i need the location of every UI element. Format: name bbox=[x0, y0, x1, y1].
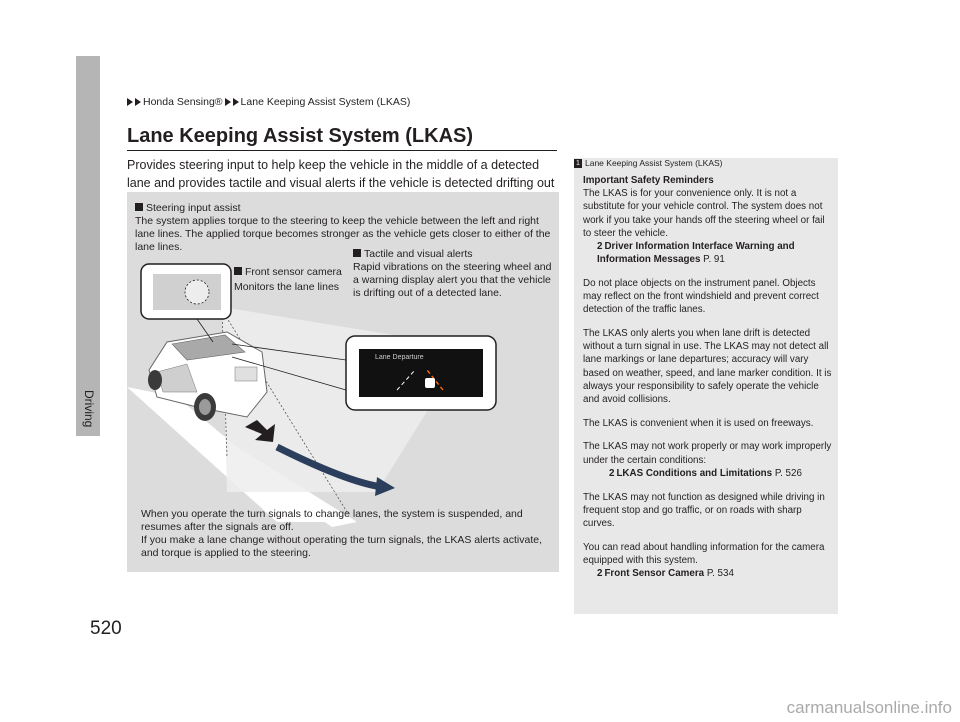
page-title: Lane Keeping Assist System (LKAS) bbox=[127, 125, 474, 147]
sidebar-heading: 1 Lane Keeping Assist System (LKAS) bbox=[574, 158, 723, 168]
note-number-icon: 1 bbox=[574, 159, 582, 168]
sidebar-body: Important Safety Reminders The LKAS is for your convenience only. It is not a substitute for your vehicle control. The system does not work if you take your hands off the steering wheel or fail to steer the vehicle. 2 Driver Information Interface Warning and Information Messages P. 91 Do not place objects on the instrument panel. Objects may reflect on the front windshield and prevent correct detection of the traffic lanes. The LKAS only alerts you when lane drift is detected without a turn signal in use. The LKAS may not detect all lane markings or lane departures; accuracy will vary based on weather, speed, and lane marker condition. It is always your responsibility to safely operate the vehicle and avoid collisions. The LKAS is convenient when it is used on freeways. The LKAS may not work properly or may work improperly under the certain conditions: 2 LKAS Conditions and Limitations P. 526 The LKAS may not function as designed while driving in frequent stop and go traffic, or on roads with sharp curves. You can read about handling information for the camera equipped with this system. 2 Front Sensor Camera P. 534 bbox=[583, 175, 832, 580]
bullet-icon bbox=[234, 267, 242, 275]
bottom-note-2: If you make a lane change without operating the turn signals, the LKAS alerts activate, and torque is applied to the steering. bbox=[141, 534, 542, 559]
camera-label: Front sensor camera Monitors the lane lines bbox=[234, 266, 342, 293]
xref-front-sensor-camera[interactable]: 2 Front Sensor Camera P. 534 bbox=[597, 568, 734, 580]
breadcrumb-item[interactable]: Lane Keeping Assist System (LKAS) bbox=[240, 96, 411, 108]
breadcrumb bbox=[127, 96, 410, 108]
sidebar-paragraph: The LKAS is convenient when it is used on freeways. bbox=[583, 417, 814, 429]
breadcrumb-arrow-icon bbox=[225, 98, 231, 106]
camera-icon bbox=[185, 280, 209, 304]
sidebar-paragraph: Do not place objects on the instrument panel. Objects may reflect on the front windshield and prevent correct detection of the traffic lanes. bbox=[583, 277, 819, 316]
steering-assist-label: Steering input assist The system applies torque to the steering to keep the vehicle between the left and right lane lines. The applied torque becomes stronger as the vehicle gets closer to either of the lane lines. bbox=[135, 202, 551, 253]
important-title: Important Safety Reminders bbox=[583, 175, 714, 186]
xref-driver-info[interactable]: 2 Driver Information Interface Warning and Information Messages P. 91 bbox=[597, 241, 795, 266]
bullet-icon bbox=[135, 203, 143, 211]
bullet-icon bbox=[353, 249, 361, 257]
sidebar-paragraph: The LKAS only alerts you when lane drift is detected without a turn signal in use. The LKAS may not detect all lane markings or lane departures; accuracy will vary based on weather, speed, and lane marker condition. It is always your responsibility to safely operate the vehicle and avoid collisions. bbox=[583, 328, 832, 406]
breadcrumb-arrow-icon bbox=[127, 98, 133, 106]
sidebar-paragraph: The LKAS may not function as designed while driving in frequent stop and go traffic, or on roads with sharp curves. bbox=[583, 491, 825, 529]
lkas-illustration bbox=[127, 192, 559, 572]
display-label: Lane Departure bbox=[375, 354, 424, 361]
bottom-note-1: When you operate the turn signals to change lanes, the system is suspended, and resumes after the signals are off. bbox=[141, 508, 523, 533]
watermark: carmanualsonline.info bbox=[786, 698, 952, 717]
tactile-alert-label: Tactile and visual alerts Rapid vibrations on the steering wheel and a warning display alert you that the vehicle is drifting out of a detected lane. bbox=[353, 248, 552, 299]
title-divider bbox=[127, 150, 557, 151]
intro-text: Provides steering input to help keep the vehicle in the middle of a detected lane and provides tactile and visual alerts if the vehicle is detected drifting out bbox=[127, 158, 555, 190]
breadcrumb-item[interactable]: Honda Sensing® bbox=[143, 96, 223, 108]
xref-lkas-conditions[interactable]: 2 LKAS Conditions and Limitations P. 526 bbox=[609, 467, 802, 479]
breadcrumb-arrow-icon bbox=[233, 98, 239, 106]
section-tab bbox=[76, 56, 100, 436]
section-label: Driving bbox=[82, 390, 96, 428]
car-icon bbox=[425, 378, 435, 388]
breadcrumb-arrow-icon bbox=[135, 98, 141, 106]
page-number: 520 bbox=[90, 618, 122, 639]
